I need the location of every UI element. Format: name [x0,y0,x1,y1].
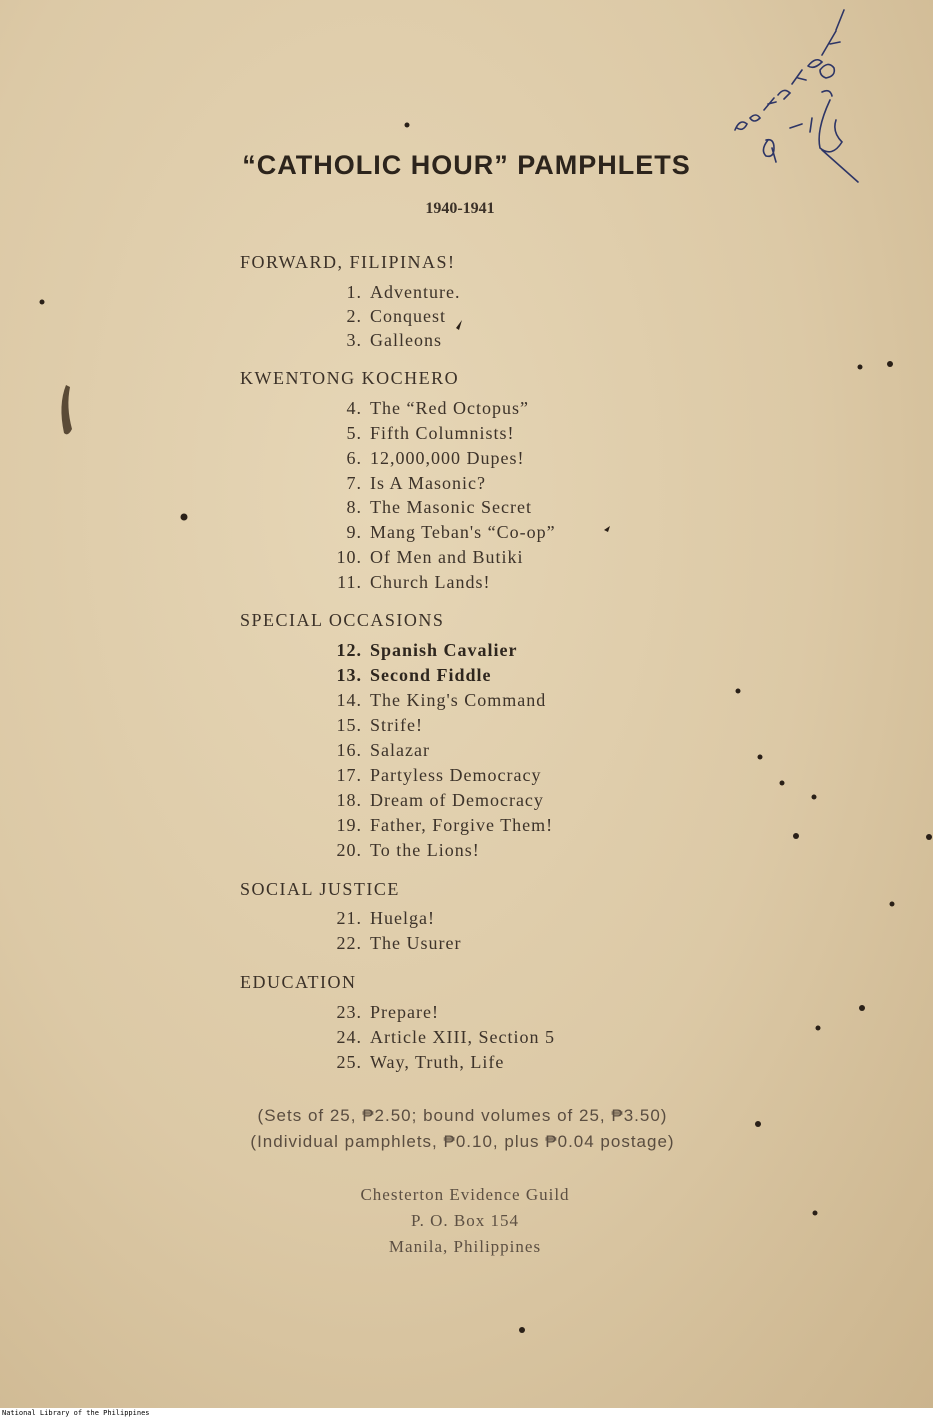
section-heading-special-occasions: SPECIAL OCCASIONS [240,610,445,630]
publisher-city: Manila, Philippines [388,1237,542,1256]
item-number: 3. [346,330,362,350]
item-number: 14. [336,690,362,710]
item-title: Fifth Columnists! [370,423,515,443]
item-number: 24. [336,1027,362,1047]
item-title: Dream of Democracy [370,790,544,810]
pricing-individual-line: (Individual pamphlets, ₱0.10, plus ₱0.04 postage) [250,1132,675,1151]
item-number: 4. [346,398,362,418]
item-title: Way, Truth, Life [370,1052,505,1072]
item-title: 12,000,000 Dupes! [370,448,525,468]
item-title: The “Red Octopus” [370,398,529,418]
item-title: Salazar [370,740,430,760]
item-title: The Masonic Secret [370,497,532,517]
item-number: 15. [336,715,362,735]
section-heading-social-justice: SOCIAL JUSTICE [240,879,400,899]
item-number: 18. [336,790,362,810]
item-title: To the Lions! [370,840,480,860]
item-title: The Usurer [370,933,462,953]
item-number: 1. [346,282,362,302]
item-number: 20. [336,840,362,860]
item-number: 22. [336,933,362,953]
item-title: Father, Forgive Them! [370,815,554,835]
item-number: 17. [336,765,362,785]
item-number: 13. [336,665,362,685]
item-title: Is A Masonic? [370,473,486,493]
item-number: 5. [346,423,362,443]
item-number: 12. [336,640,362,660]
item-title: Galleons [370,330,442,350]
item-number: 23. [336,1002,362,1022]
page-title: “CATHOLIC HOUR” PAMPHLETS [242,150,691,180]
item-number: 8. [346,497,362,517]
item-number: 21. [336,908,362,928]
publisher-name: Chesterton Evidence Guild [360,1185,570,1204]
item-number: 25. [336,1052,362,1072]
section-heading-kwentong-kochero: KWENTONG KOCHERO [240,368,460,388]
item-title: Prepare! [370,1002,439,1022]
item-number: 10. [336,547,362,567]
publisher-po-box: P. O. Box 154 [411,1211,519,1230]
item-number: 6. [346,448,362,468]
item-title: Adventure. [370,282,461,302]
item-title: Partyless Democracy [370,765,542,785]
item-title: Huelga! [370,908,435,928]
item-number: 16. [336,740,362,760]
section-heading-forward-filipinas: FORWARD, FILIPINAS! [240,252,456,272]
pricing-sets-line: (Sets of 25, ₱2.50; bound volumes of 25, ₱3.50) [257,1106,668,1125]
item-number: 19. [336,815,362,835]
item-number: 7. [346,473,362,493]
item-title: The King's Command [370,690,547,710]
item-title: Conquest [370,306,447,326]
item-title: Strife! [370,715,423,735]
item-title: Mang Teban's “Co-op” [370,522,556,542]
item-number: 2. [346,306,362,326]
item-title: Church Lands! [370,572,491,592]
section-heading-education: EDUCATION [240,972,357,992]
year-range: 1940-1941 [425,200,495,217]
item-number: 11. [337,572,362,592]
item-number: 9. [346,522,362,542]
footer-credit: National Library of the Philippines [2,1409,150,1417]
item-title: Second Fiddle [370,665,492,685]
item-title: Of Men and Butiki [370,547,524,567]
item-title: Spanish Cavalier [370,640,518,660]
item-title: Article XIII, Section 5 [370,1027,555,1047]
